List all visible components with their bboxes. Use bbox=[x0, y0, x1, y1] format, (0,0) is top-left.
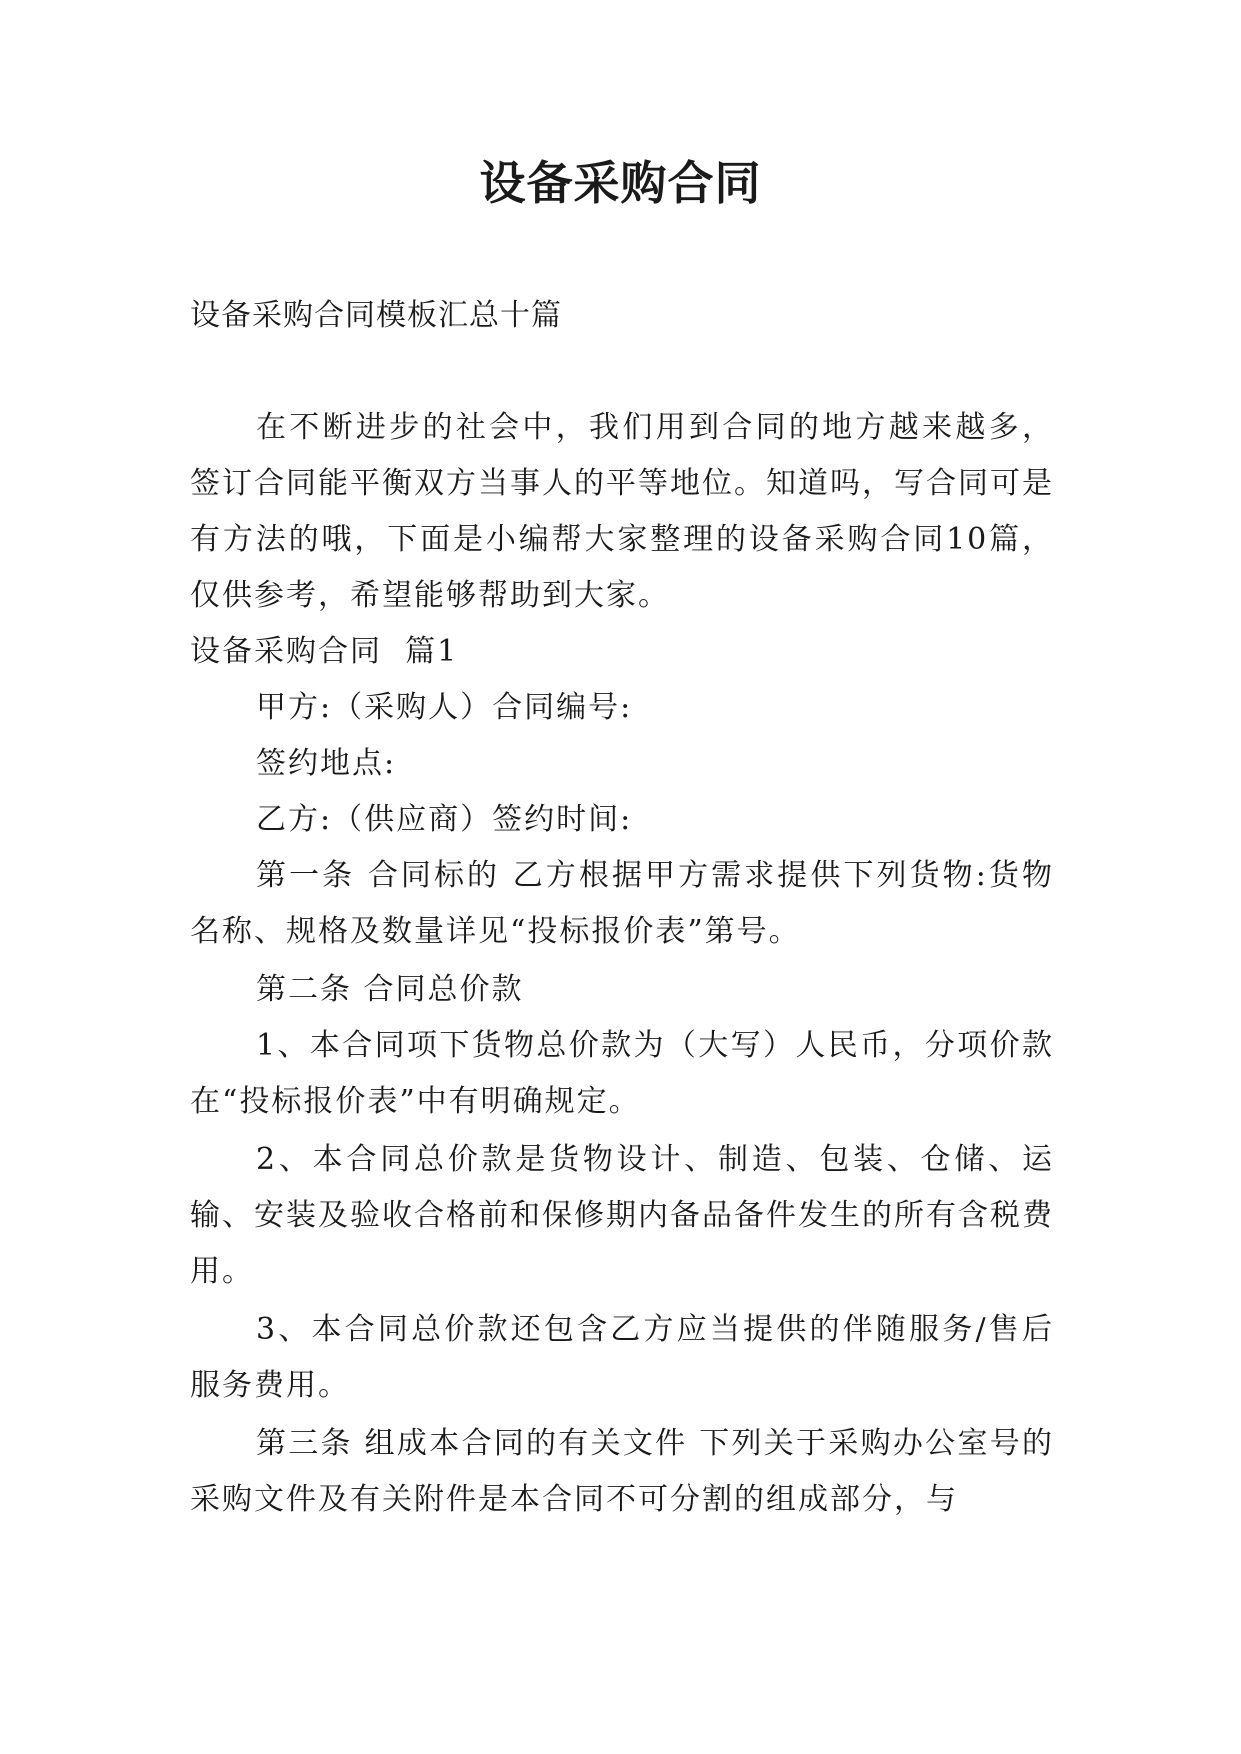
clause-article-2-item-3: 3、本合同总价款还包含乙方应当提供的伴随服务/售后服务费用。 bbox=[190, 1312, 1054, 1403]
clause-article-3: 第三条 组成本合同的有关文件 下列关于采购办公室号的采购文件及有关附件是本合同不可分割的组成部分，与 bbox=[190, 1426, 1054, 1517]
section-heading: 设备采购合同 篇1 bbox=[190, 634, 459, 669]
document-title: 设备采购合同 bbox=[479, 156, 762, 210]
document-body bbox=[190, 288, 1054, 1528]
clause-article-2-item-1: 1、本合同项下货物总价款为（大写）人民币，分项价款在“投标报价表”中有明确规定。 bbox=[190, 1028, 1054, 1119]
clause-party-b: 乙方:（供应商）签约时间: bbox=[256, 802, 633, 837]
clause-article-1: 第一条 合同标的 乙方根据甲方需求提供下列货物:货物名称、规格及数量详见“投标报价表”第号。 bbox=[190, 858, 1054, 949]
document-subtitle: 设备采购合同模板汇总十篇 bbox=[190, 298, 562, 333]
clause-article-2: 第二条 合同总价款 bbox=[256, 972, 524, 1007]
intro-paragraph: 在不断进步的社会中，我们用到合同的地方越来越多，签订合同能平衡双方当事人的平等地位。知道吗，写合同可是有方法的哦，下面是小编帮大家整理的设备采购合同10篇，仅供参考，希望能够帮助到大家。 bbox=[190, 410, 1054, 613]
clause-party-a: 甲方:（采购人）合同编号: bbox=[256, 690, 633, 725]
clause-sign-place: 签约地点: bbox=[256, 746, 397, 781]
clause-article-2-item-2: 2、本合同总价款是货物设计、制造、包装、仓储、运输、安装及验收合格前和保修期内备品备件发生的所有含税费用。 bbox=[190, 1142, 1054, 1289]
